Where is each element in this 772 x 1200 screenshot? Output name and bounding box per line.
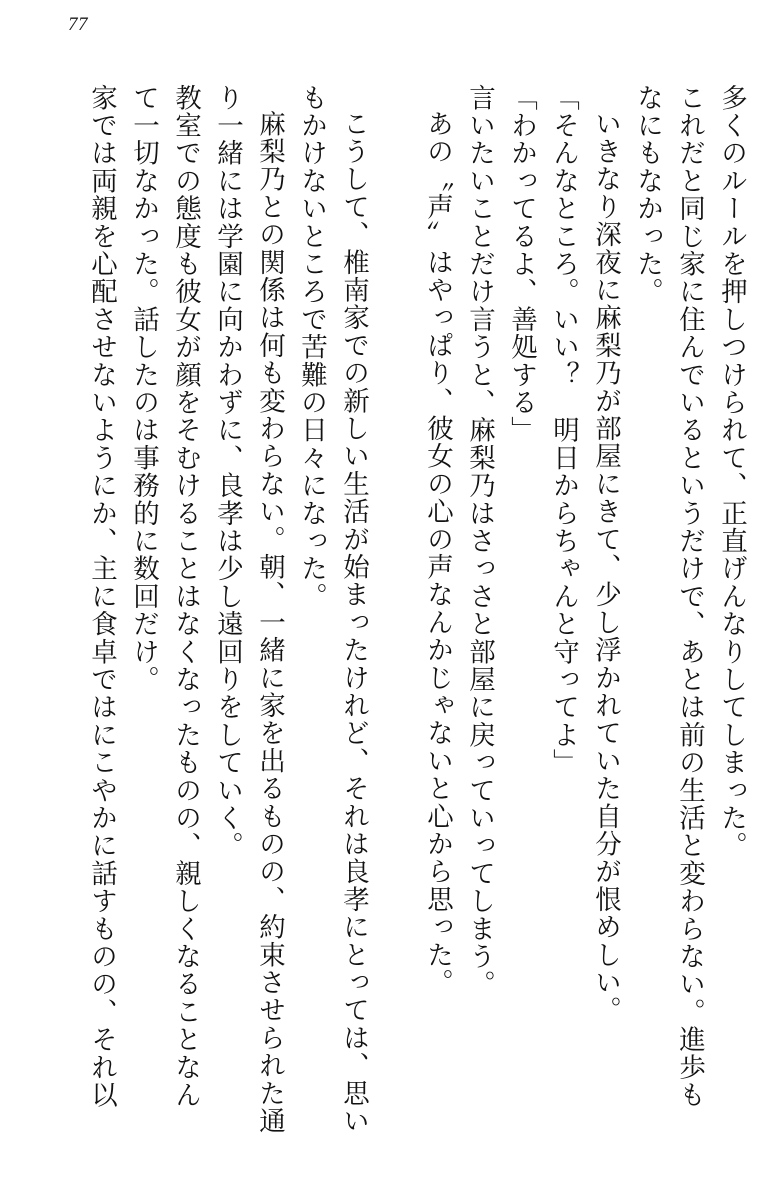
text-line: あの〝声〟はやっぱり、彼女の心の声なんかじゃないと心から思った。: [422, 110, 453, 997]
text-line: 家では両親を心配させないようにか、主に食卓ではにこやかに話すものの、それ以: [86, 84, 117, 1109]
vertical-text-body: [28, 84, 747, 1174]
text-line: [366, 84, 408, 1174]
text-line: 「そんなところ。いい？ 明日からちゃんと守ってよ」: [548, 84, 579, 777]
text-line: いきなり深夜に麻梨乃が部屋にきて、少し浮かれていた自分が恨めしい。: [590, 110, 621, 1025]
text-line: 「わかってるよ、善処する」: [506, 84, 537, 445]
text-line: 言いたいことだけ言うと、麻梨乃はさっさと部屋に戻っていってしまう。: [464, 84, 495, 999]
text-line: もかけないところで苦難の日々になった。: [296, 84, 327, 611]
text-line: て一切なかった。話したのは事務的に数回だけ。: [128, 84, 159, 694]
text-line: これだと同じ家に住んでいるというだけで、あとは前の生活と変わらない。進歩も: [674, 84, 705, 1109]
text-line: り一緒には学園に向かわずに、良孝は少し遠回りをしていく。: [212, 84, 243, 860]
text-line: 麻梨乃との関係は何も変わらない。朝、一緒に家を出るものの、約束させられた通: [254, 110, 285, 1135]
text-line: 教室での態度も彼女が顔をそむけることはなくなったものの、親しくなることなん: [170, 84, 201, 1109]
text-line: こうして、椎南家での新しい生活が始まったけれど、それは良孝にとっては、思い: [338, 110, 369, 1135]
text-line: なにもなかった。: [632, 84, 663, 306]
page-number: 77: [68, 14, 88, 35]
text-line: 多くのルールを押しつけられて、正直げんなりしてしまった。: [716, 84, 747, 860]
